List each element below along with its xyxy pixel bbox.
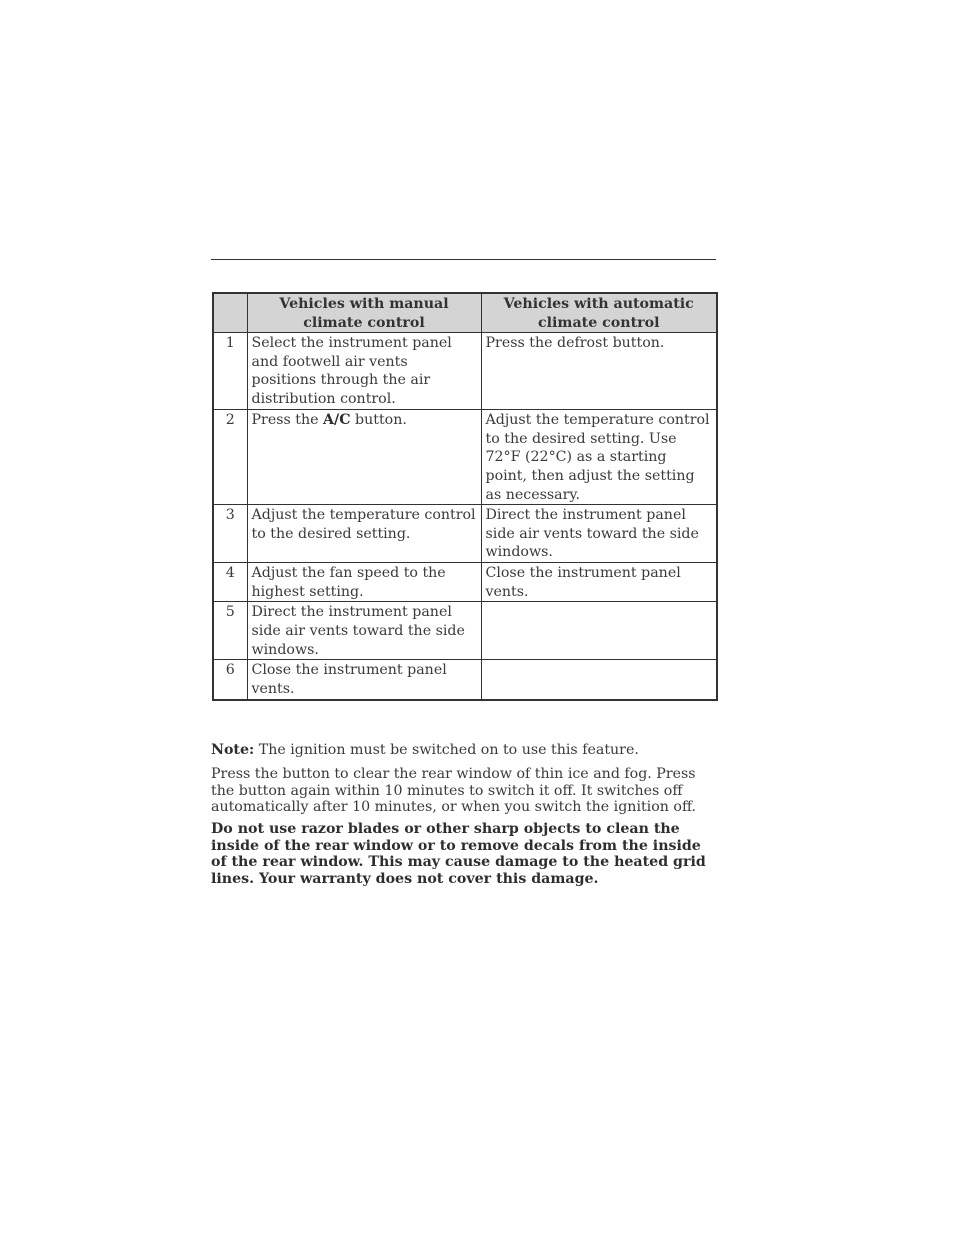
manual-step-text: Close the instrument panel vents. [247,660,481,701]
ignition-note [211,742,717,759]
note-label: Note: [211,742,255,758]
step-number: 2 [213,410,247,505]
step-number: 4 [213,563,247,602]
manual-step-text: Adjust the fan speed to the highest setting. [247,563,481,602]
defrost-steps-table [212,292,718,701]
manual-step-text: Direct the instrument panel side air vents toward the side windows. [247,602,481,660]
step-number: 5 [213,602,247,660]
rear-window-defrost-paragraph: Press the button to clear the rear window of thin ice and fog. Press the button again within 10 minutes to switch it off. It switches off automatically after 10 minutes, or when you switch the ignition off. [211,766,697,815]
automatic-step-text: Close the instrument panel vents. [481,563,717,602]
manual-step-text-before: Press the [251,412,324,429]
table-row [213,660,717,701]
manual-step-text [247,410,481,505]
header-manual-climate: Vehicles with manual climate control [247,293,481,333]
automatic-step-text: Direct the instrument panel side air vents toward the side windows. [481,505,717,563]
table-row [213,505,717,563]
step-number: 3 [213,505,247,563]
step-number: 1 [213,333,247,410]
automatic-step-text: Adjust the temperature control to the desired setting. Use 72°F (22°C) as a starting point, then adjust the setting as necessary. [481,410,717,505]
ac-button-label: A/C [323,412,351,429]
header-step-number [213,293,247,333]
header-rule [211,259,716,260]
automatic-step-text [481,660,717,701]
table-row [213,410,717,505]
automatic-step-text: Press the defrost button. [481,333,717,410]
table-row [213,602,717,660]
warning-text: Do not use razor blades or other sharp objects to clean the inside of the rear window or to remove decals from the inside of the rear window. This may cause damage to the heated grid lines. Your warranty does not cover this damage. [211,821,706,887]
header-automatic-climate: Vehicles with automatic climate control [481,293,717,333]
manual-step-text-after: button. [350,412,407,429]
table-header-row [213,293,717,333]
step-number: 6 [213,660,247,701]
note-text: The ignition must be switched on to use this feature. [254,742,639,758]
table-row [213,563,717,602]
automatic-step-text [481,602,717,660]
manual-step-text: Select the instrument panel and footwell air vents positions through the air distribution control. [247,333,481,410]
table-row [213,333,717,410]
manual-step-text: Adjust the temperature control to the desired setting. [247,505,481,563]
